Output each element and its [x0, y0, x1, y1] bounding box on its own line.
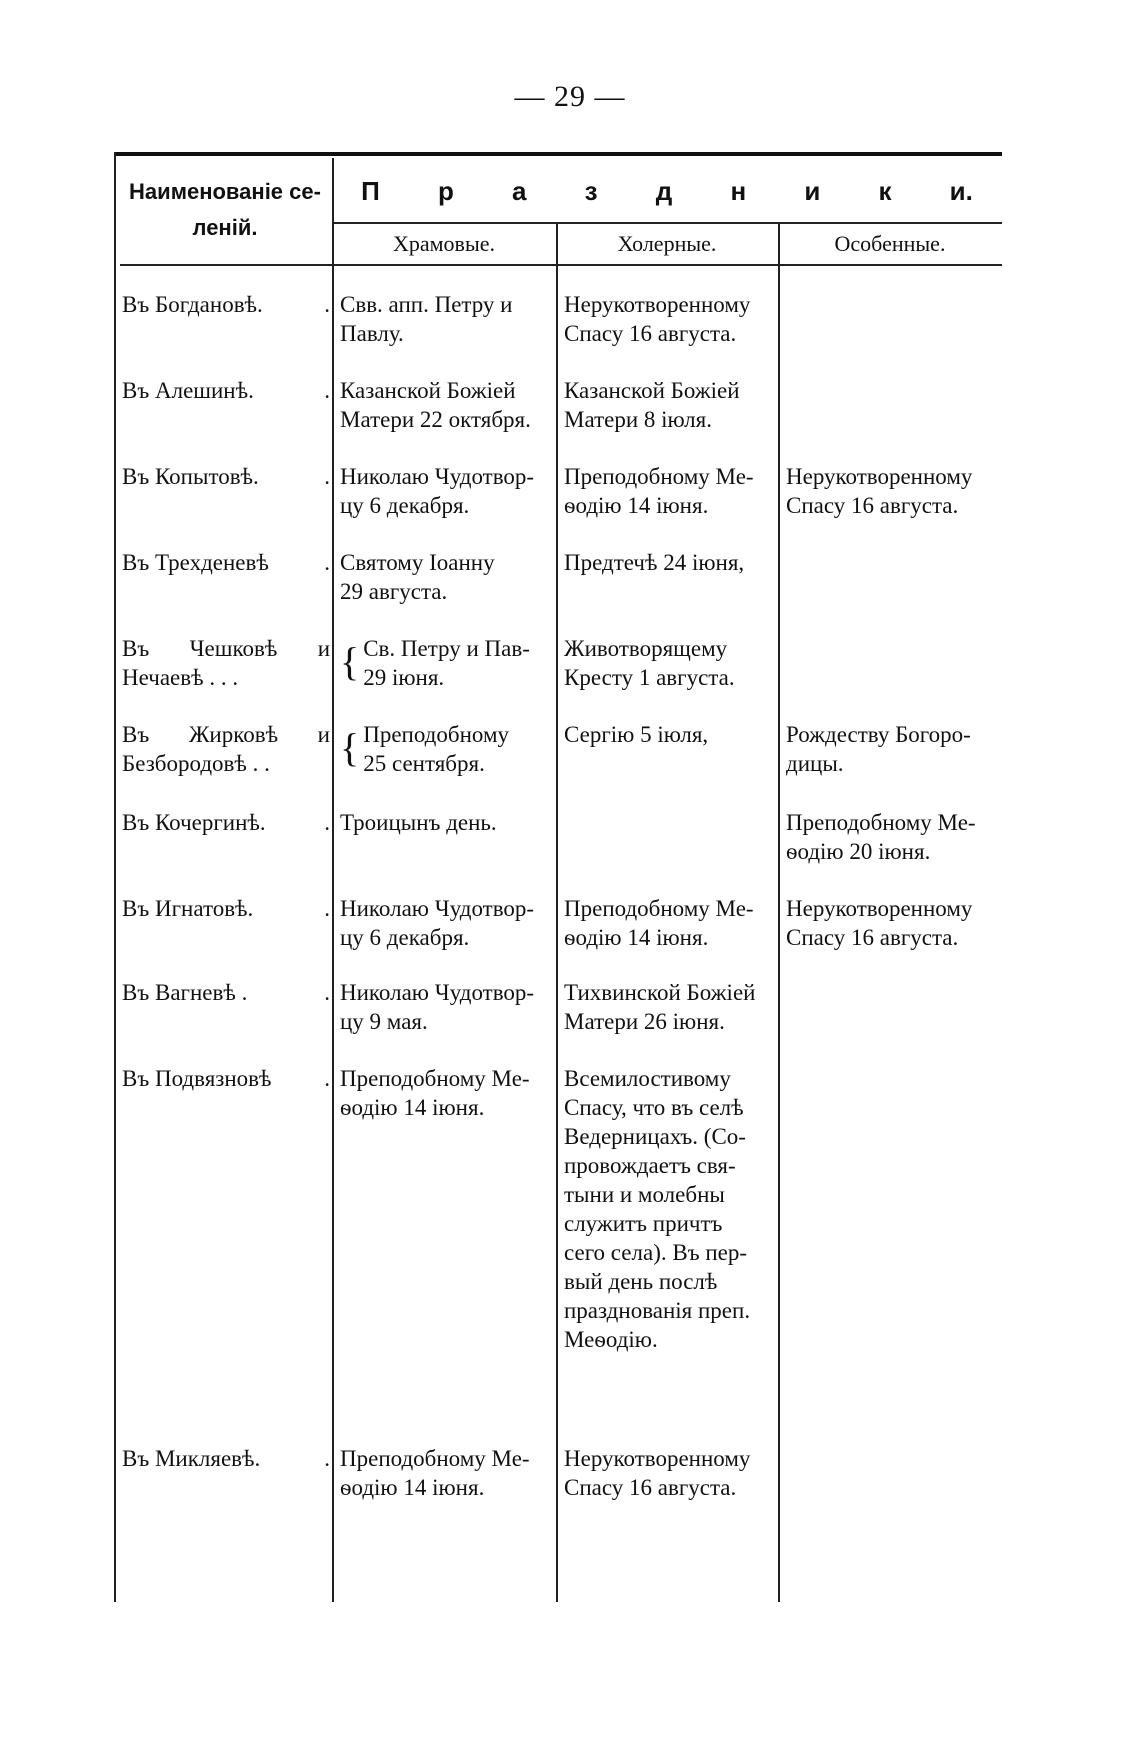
brace-mark: {: [340, 725, 360, 770]
settlement-name: Въ Чешковѣ и Нечаевѣ . . .: [122, 636, 330, 690]
column-header-temple: Храмовые.: [392, 231, 495, 256]
cholera-feast: Преподобному Ме- ѳодію 14 іюня.: [564, 896, 754, 950]
column-header-special: Особенные.: [834, 231, 946, 256]
cholera-feast: Всемилостивому Спасу, что въ селѣ Ведерницахъ. (Со- провождаетъ свя- тыни и молебны служитъ причтъ сего села). Въ пер- вый день послѣ празднованія преп. Меѳодію.: [564, 1066, 751, 1352]
cholera-feast: Животворящему Кресту 1 августа.: [564, 636, 735, 690]
left-border: [114, 152, 116, 1602]
cholera-feast: Преподобному Ме- ѳодію 14 іюня.: [564, 464, 754, 518]
special-feast: Преподобному Ме- ѳодію 20 іюня.: [786, 810, 976, 864]
temple-feast: { Преподобному 25 сентября.: [340, 722, 509, 776]
cholera-feast: Казанской Божіей Матери 8 іюля.: [564, 378, 740, 432]
settlement-name: Въ Микляевѣ. .: [122, 1446, 330, 1471]
special-feast: Нерукотворенному Спасу 16 августа.: [786, 464, 973, 518]
settlement-name: Въ Алешинѣ. .: [122, 378, 330, 403]
page-number: — 29 —: [514, 80, 626, 113]
settlements-header: Наименованіе се- леній.: [129, 179, 321, 240]
temple-feast: Свв. апп. Петру и Павлу.: [340, 292, 513, 346]
temple-feast: Николаю Чудотвор- цу 6 декабря.: [340, 464, 535, 518]
temple-feast: Преподобному Ме- ѳодію 14 іюня.: [340, 1066, 530, 1120]
special-feast: Рождеству Богоро- дицы.: [786, 722, 971, 776]
temple-feast: Троицынъ день.: [340, 810, 497, 835]
settlement-name: Въ Жирковѣ и Безбородовѣ . .: [122, 722, 330, 776]
divider-temple: [556, 224, 558, 1602]
holidays-table: [114, 152, 1002, 1602]
temple-feast: Казанской Божіей Матери 22 октября.: [340, 378, 531, 432]
divider-cholera: [778, 224, 780, 1602]
header-bottom-rule: [120, 264, 1002, 266]
settlement-name: Въ Подвязновѣ .: [122, 1066, 330, 1091]
cholera-feast: Нерукотворенному Спасу 16 августа.: [564, 292, 751, 346]
temple-feast: { Св. Петру и Пав- 29 іюня.: [340, 636, 530, 690]
column-header-cholera: Холерные.: [617, 231, 717, 256]
divider-names: [332, 158, 334, 1602]
settlement-name: Въ Вагневѣ . .: [122, 980, 330, 1005]
settlement-name: Въ Трехденевѣ .: [122, 550, 330, 575]
settlement-name: Въ Игнатовѣ. .: [122, 896, 330, 921]
settlement-name: Въ Богдановѣ. .: [122, 292, 330, 317]
brace-mark: {: [340, 639, 360, 684]
cholera-feast: Сергію 5 іюля,: [564, 722, 709, 747]
temple-feast: Николаю Чудотвор- цу 6 декабря.: [340, 896, 535, 950]
temple-feast: Преподобному Ме- ѳодію 14 іюня.: [340, 1446, 530, 1500]
cholera-feast: Нерукотворенному Спасу 16 августа.: [564, 1446, 751, 1500]
holidays-header: П р а з д н и к и.: [361, 176, 973, 206]
cholera-feast: Тихвинской Божіей Матери 26 іюня.: [564, 980, 756, 1034]
settlement-name: Въ Копытовѣ. .: [122, 464, 330, 489]
top-rule: [114, 152, 1002, 156]
temple-feast: Николаю Чудотвор- цу 9 мая.: [340, 980, 535, 1034]
settlement-name: Въ Кочергинѣ. .: [122, 810, 330, 835]
temple-feast: Святому Іоанну 29 августа.: [340, 550, 495, 604]
cholera-feast: Предтечѣ 24 іюня,: [564, 550, 745, 575]
special-feast: Нерукотворенному Спасу 16 августа.: [786, 896, 973, 950]
